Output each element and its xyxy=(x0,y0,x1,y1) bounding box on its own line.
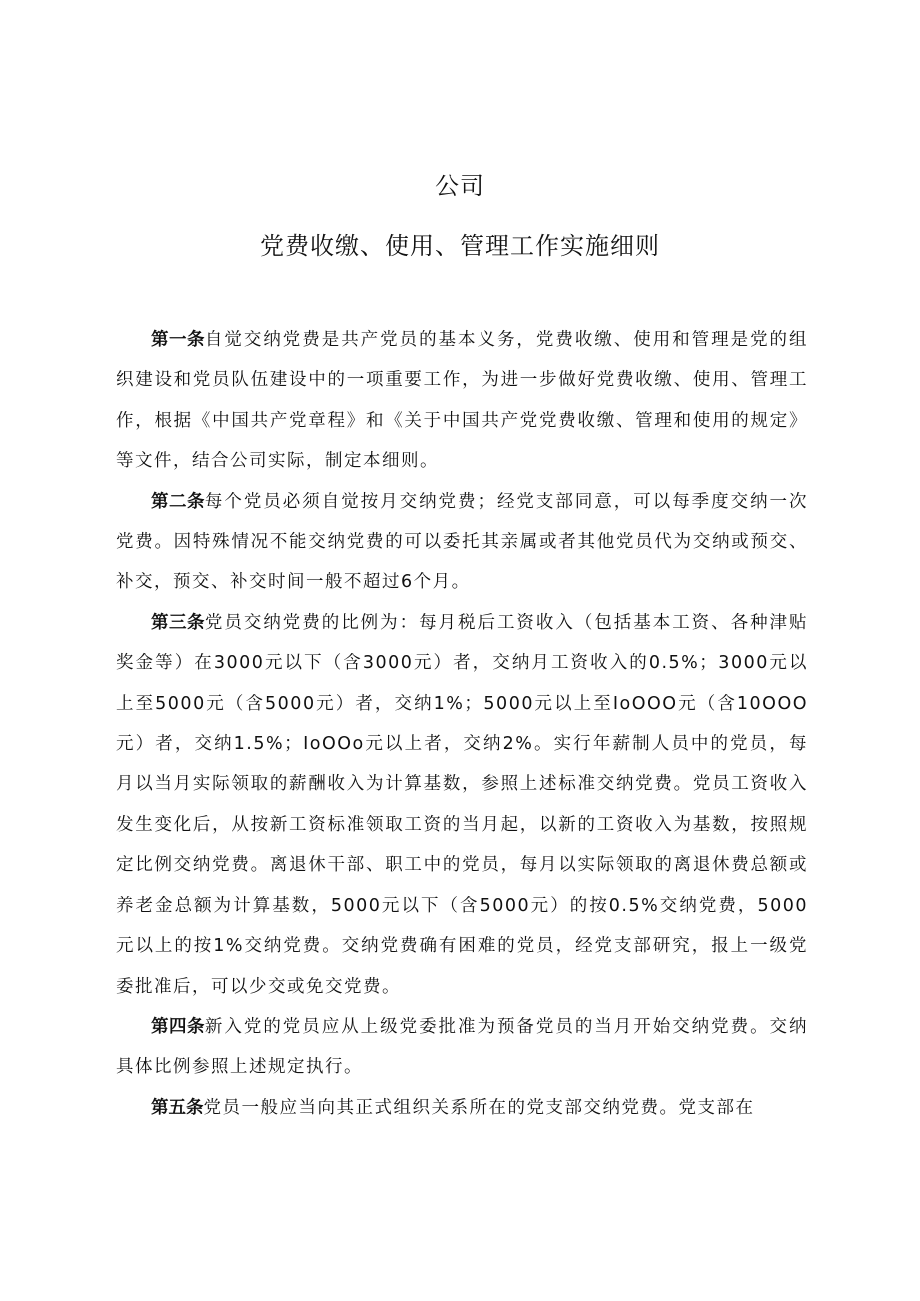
article-2 xyxy=(116,482,808,603)
article-3-text: 党员交纳党费的比例为：每月税后工资收入（包括基本工资、各种津贴奖金等）在3000元以下（含3000元）者，交纳月工资收入的0.5%；3000元以上至5000元（含5000元）者，交纳1%；5000元以上至IoOOO元（含10OOO元）者，交纳1.5%；IoOOo元以上者，交纳2%。实行年薪制人员中的党员，每月以当月实际领取的薪酬收入为计算基数，参照上述标准交纳党费。党员工资收入发生变化后，从按新工资标准领取工资的当月起，以新的工资收入为基数，按照规定比例交纳党费。离退休干部、职工中的党员，每月以实际领取的离退休费总额或养老金总额为计算基数，5000元以下（含5000元）的按0.5%交纳党费，5000元以上的按1%交纳党费。交纳党费确有困难的党员，经党支部研究，报上一级党委批准后，可以少交或免交党费。 xyxy=(116,612,809,997)
article-2-heading: 第二条 xyxy=(151,491,205,512)
document-title-company: 公司 xyxy=(435,172,485,200)
article-5-heading: 第五条 xyxy=(151,1097,204,1118)
article-1-heading: 第一条 xyxy=(151,330,205,350)
article-5 xyxy=(116,1088,808,1128)
article-4-heading: 第四条 xyxy=(151,1016,205,1037)
article-3-heading: 第三条 xyxy=(151,612,205,633)
article-4 xyxy=(116,1007,808,1088)
article-5-text: 党员一般应当向其正式组织关系所在的党支部交纳党费。党支部在 xyxy=(203,1097,755,1118)
article-3 xyxy=(116,603,808,1007)
article-2-text: 每个党员必须自觉按月交纳党费；经党支部同意，可以每季度交纳一次党费。因特殊情况不能交纳党费的可以委托其亲属或者其他党员代为交纳或预交、补交，预交、补交时间一般不超过6个月。 xyxy=(116,491,809,593)
article-1-text: 自觉交纳党费是共产党员的基本义务，党费收缴、使用和管理是党的组织建设和党员队伍建设中的一项重要工作，为进一步做好党费收缴、使用、管理工作，根据《中国共产党章程》和《关于中国共产党党费收缴、管理和使用的规定》等文件，结合公司实际，制定本细则。 xyxy=(116,330,809,472)
article-1 xyxy=(116,320,808,482)
document-title-main: 党费收缴、使用、管理工作实施细则 xyxy=(260,232,660,260)
article-4-text: 新入党的党员应从上级党委批准为预备党员的当月开始交纳党费。交纳具体比例参照上述规定执行。 xyxy=(116,1016,809,1078)
document-body xyxy=(116,320,808,1128)
